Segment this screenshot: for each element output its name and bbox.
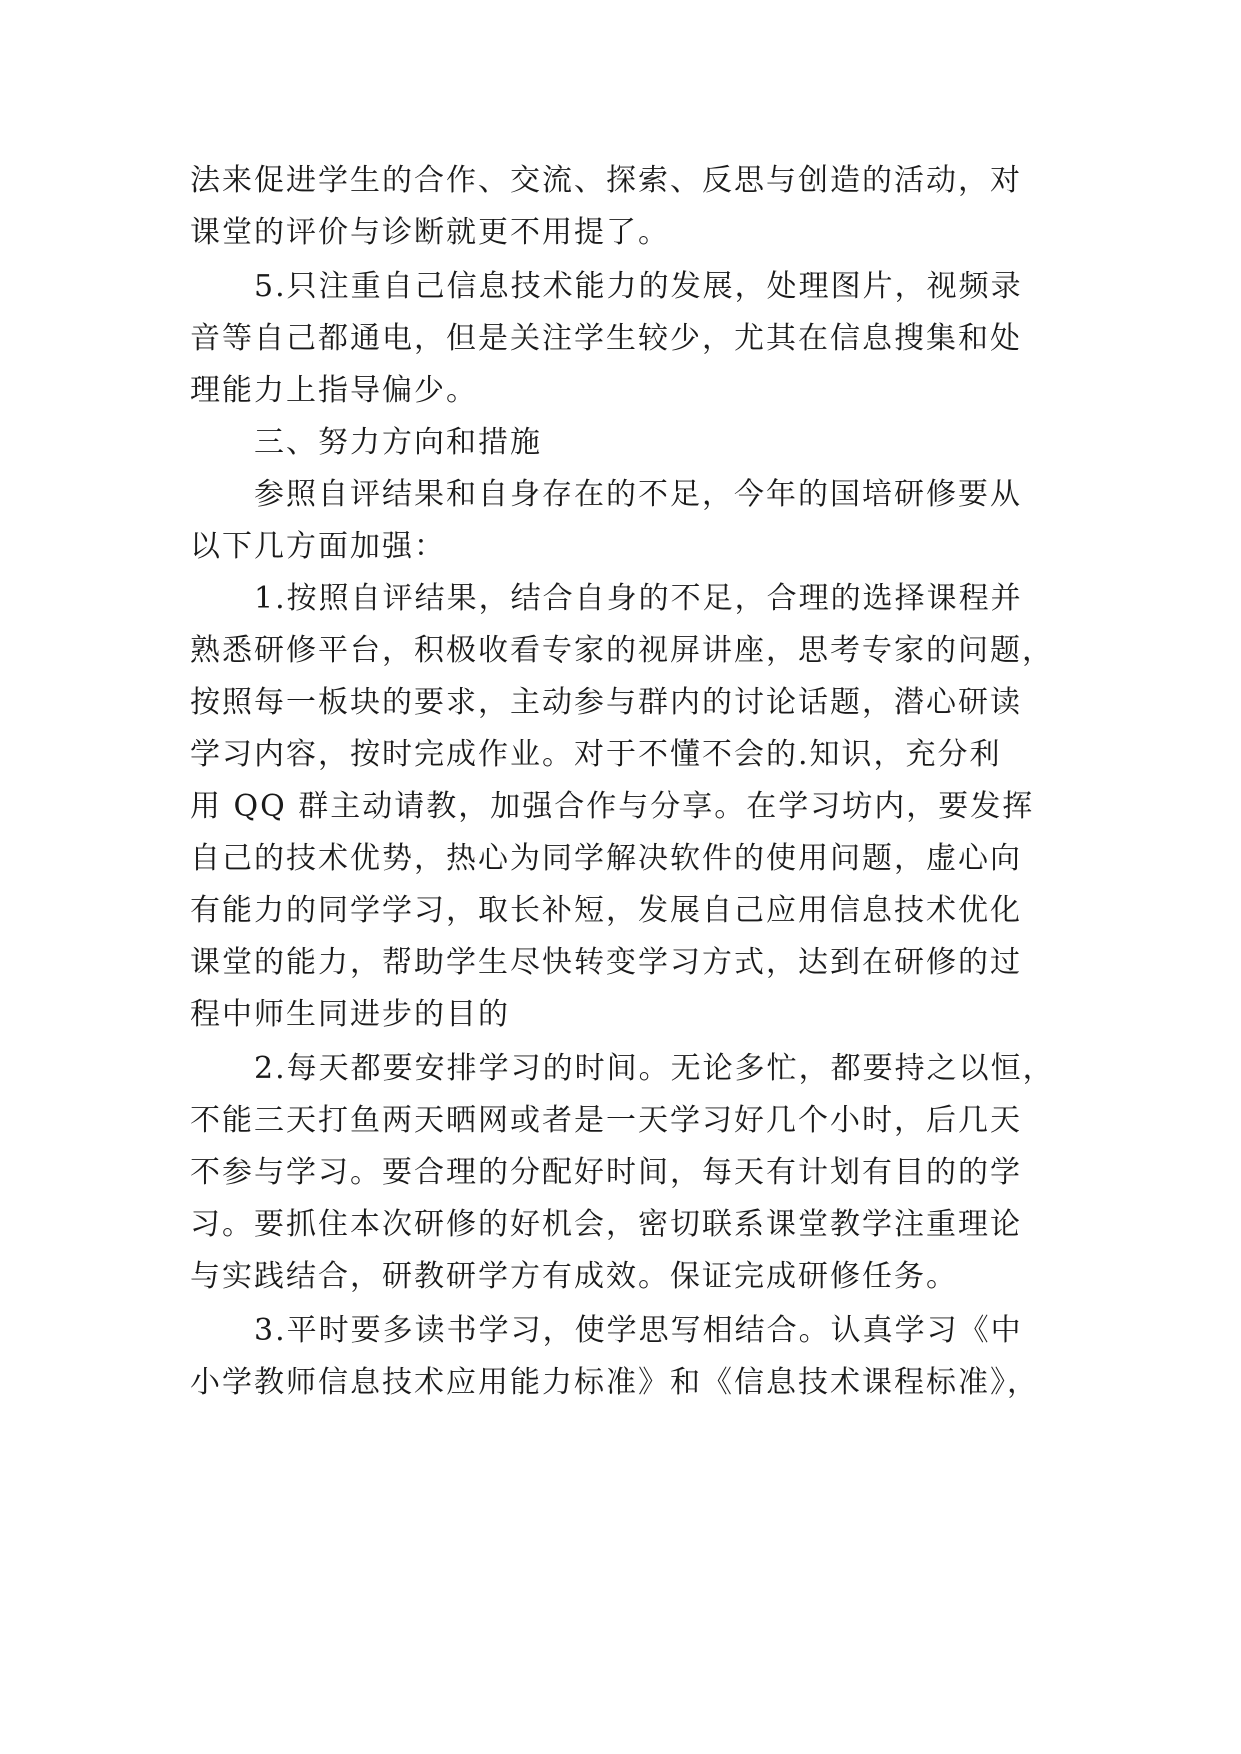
text-line: 法来促进学生的合作、交流、探索、反思与创造的活动，对 xyxy=(190,163,1022,198)
text-line: 熟悉研修平台，积极收看专家的视屏讲座，思考专家的问题， xyxy=(190,633,1054,668)
text-line: 1.按照自评结果，结合自身的不足，合理的选择课程并 xyxy=(254,581,1023,616)
text-line: 不参与学习。要合理的分配好时间，每天有计划有目的的学 xyxy=(190,1155,1022,1190)
text-line: 与实践结合，研教研学方有成效。保证完成研修任务。 xyxy=(190,1259,958,1294)
text-line: 音等自己都通电，但是关注学生较少，尤其在信息搜集和处 xyxy=(190,321,1022,356)
text-line: 自己的技术优势，热心为同学解决软件的使用问题，虚心向 xyxy=(190,841,1022,876)
text-line: 3.平时要多读书学习，使学思写相结合。认真学习《中 xyxy=(254,1313,1023,1348)
text-line: 学习内容，按时完成作业。对于不懂不会的.知识，充分利 xyxy=(190,737,1002,772)
text-line: 程中师生同进步的目的 xyxy=(190,997,510,1032)
text-line: 课堂的能力，帮助学生尽快转变学习方式，达到在研修的过 xyxy=(190,945,1022,980)
text-line: 5.只注重自己信息技术能力的发展，处理图片，视频录 xyxy=(254,269,1023,304)
section-heading: 三、努力方向和措施 xyxy=(254,425,542,460)
text-line: 用 QQ 群主动请教，加强合作与分享。在学习坊内，要发挥 xyxy=(190,789,1035,824)
text-line: 2.每天都要安排学习的时间。无论多忙，都要持之以恒， xyxy=(254,1051,1055,1086)
text-line: 按照每一板块的要求，主动参与群内的讨论话题，潜心研读 xyxy=(190,685,1022,720)
text-line: 小学教师信息技术应用能力标准》和《信息技术课程标准》， xyxy=(190,1365,1039,1400)
text-line: 有能力的同学学习，取长补短，发展自己应用信息技术优化 xyxy=(190,893,1022,928)
text-line: 以下几方面加强： xyxy=(190,529,446,564)
text-line: 不能三天打鱼两天晒网或者是一天学习好几个小时，后几天 xyxy=(190,1103,1022,1138)
text-line: 理能力上指导偏少。 xyxy=(190,373,478,408)
text-line: 参照自评结果和自身存在的不足，今年的国培研修要从 xyxy=(254,477,1022,512)
text-line: 习。要抓住本次研修的好机会，密切联系课堂教学注重理论 xyxy=(190,1207,1022,1242)
text-line: 课堂的评价与诊断就更不用提了。 xyxy=(190,215,670,250)
